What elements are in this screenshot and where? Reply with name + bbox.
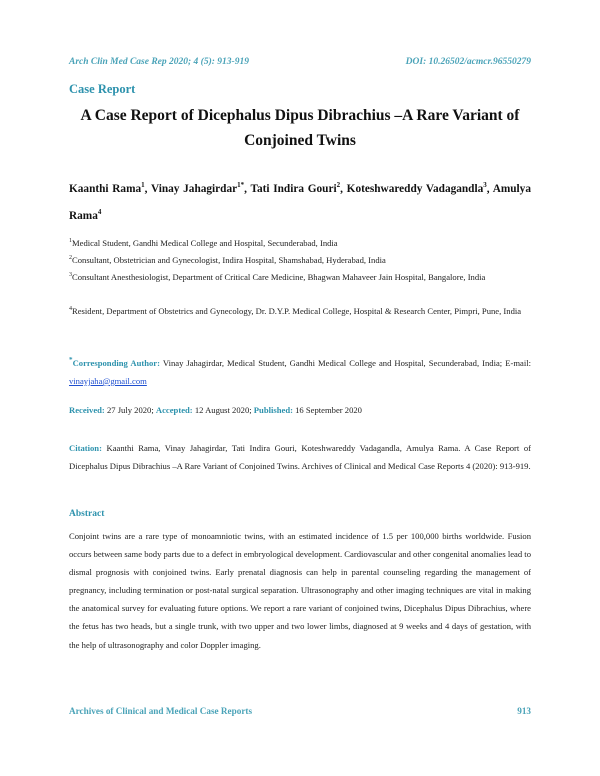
accepted-label: Accepted:	[155, 405, 193, 415]
article-title: A Case Report of Dicephalus Dipus Dibrachius –A Rare Variant of Conjoined Twins	[80, 107, 520, 149]
affiliation: $^2$Consultant, Obstetrician and Gynecologist, Indira Hospital, Shamshabad, Hyderabad, India	[69, 254, 386, 265]
page-number: 913	[517, 706, 531, 716]
journal-header	[69, 57, 531, 71]
article-type: Case Report	[69, 82, 136, 96]
author: Tati Indira Gouri$^2$,	[250, 181, 347, 195]
author-list	[69, 174, 531, 228]
accepted-date: 12 August 2020	[194, 405, 250, 415]
published-date: 16 September 2020	[295, 405, 362, 415]
author: Kaanthi Rama$^1$,	[69, 181, 151, 195]
corresponding-author: *Corresponding Author: Vinay Jahagirdar, Medical Student, Gandhi Medical College and Hospital, Secunderabad, India; E-mail: vinayjaha@gmail.com	[69, 356, 531, 386]
received-label: Received:	[69, 405, 105, 415]
email-link[interactable]: vinayjaha@gmail.com	[69, 375, 147, 386]
citation-label: Citation:	[69, 443, 102, 453]
affiliation: $^1$Medical Student, Gandhi Medical College and Hospital, Secunderabad, India	[69, 237, 338, 248]
published-label: Published:	[253, 405, 293, 415]
citation-text: Kaanthi Rama, Vinay Jahagirdar, Tati Indira Gouri, Koteshwareddy Vadagandla, Amulya Rama. A Case Report of Dicephalus Dipus Dibrachius –A Rare Variant of Conjoined Twins. Archives of Clinical and Medical Case Reports 4 (2020): 913-919.	[69, 443, 531, 471]
affiliation: $^4$Resident, Department of Obstetrics and Gynecology, Dr. D.Y.P. Medical College, Hospital & Research Center, Pimpri, Pune, India	[69, 305, 522, 316]
author: Koteshwareddy Vadagandla$^3$,	[346, 181, 493, 195]
journal-reference: Arch Clin Med Case Rep 2020; 4 (5): 913-919	[69, 57, 249, 67]
abstract-body: Conjoint twins are a rare type of monoamniotic twins, with an estimated incidence of 1.5 per 100,000 births worldwide. Fusion occurs between same body parts due to a defect in embryological development. Cardiovascular and other congenital anomalies lead to dismal prognosis with conjoined twins. Early prenatal diagnosis can help in parental counseling regarding the management of pregnancy, including termination or post-natal surgical separation. Ultrasonography and other imaging techniques are vital in making the anatomical survey for evaluating future options. We report a rare variant of conjoined twins, Dicephalus Dipus Dibrachius, where the fetus has two heads, but a single trunk, with two upper and two lower limbs, diagnosed at 9 weeks and 4 days of gestation, with the help of ultrasonography and color Doppler imaging.	[69, 531, 531, 650]
author: Amulya Rama$^4$	[69, 182, 531, 222]
received-date: 27 July 2020	[106, 405, 152, 415]
abstract-heading: Abstract	[69, 509, 105, 519]
author: Vinay Jahagirdar$^{1*}$,	[150, 181, 251, 195]
corresponding-author-label: *Corresponding Author:	[69, 356, 160, 368]
doi: DOI: 10.26502/acmcr.96550279	[405, 57, 531, 67]
affiliation: $^3$Consultant Anesthesiologist, Department of Critical Care Medicine, Bhagwan Mahaveer Jain Hospital, Bangalore, India	[69, 271, 486, 282]
footer-journal-name: Archives of Clinical and Medical Case Reports	[69, 706, 253, 716]
citation	[69, 440, 531, 476]
publication-dates: Received: 27 July 2020; Accepted: 12 August 2020; Published: 16 September 2020	[69, 405, 362, 415]
